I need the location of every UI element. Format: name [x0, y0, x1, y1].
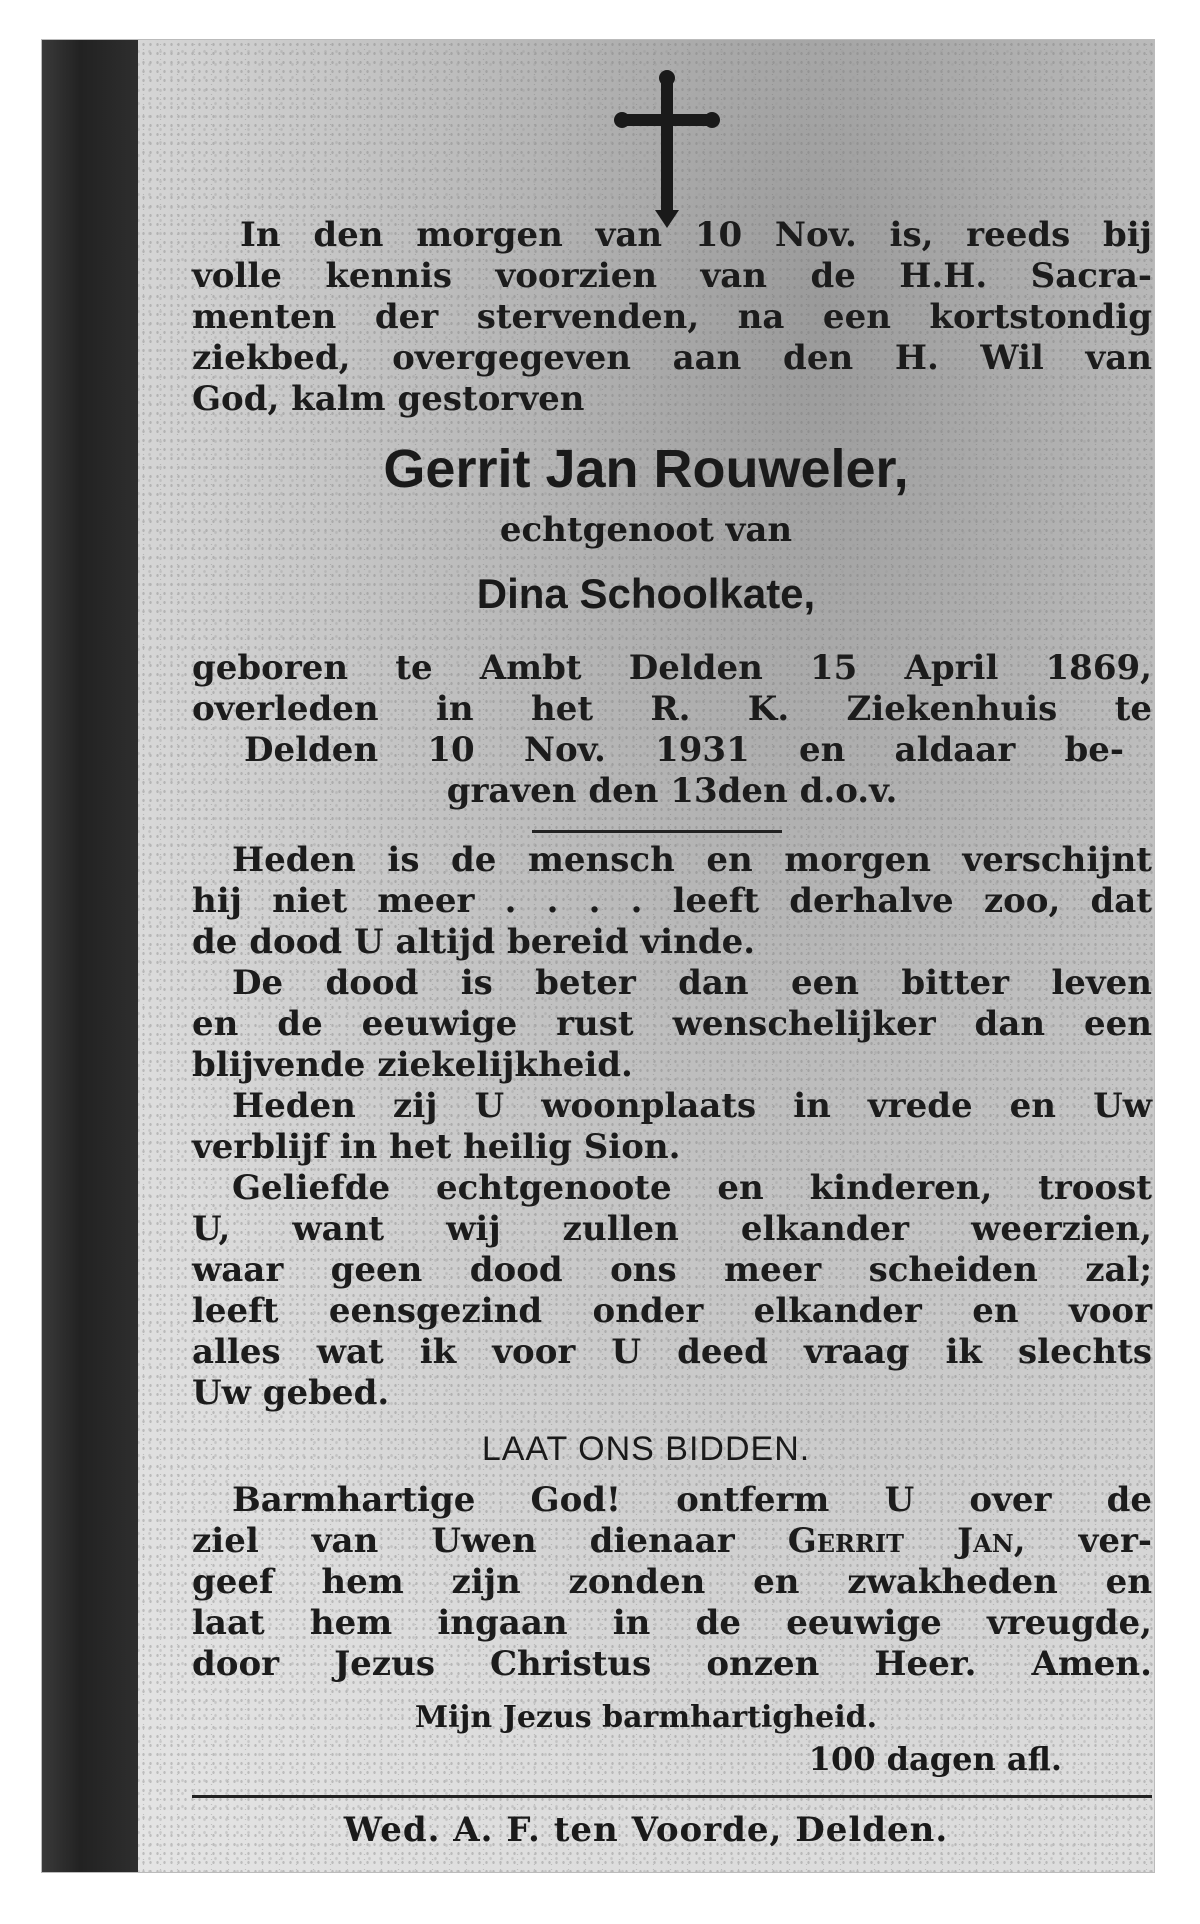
bio-line: overleden in het R. K. Ziekenhuis te: [192, 689, 1152, 729]
spouse-label: echtgenoot van: [499, 510, 793, 550]
bio-line: graven den 13den d.o.v.: [446, 771, 898, 811]
prayer-line-text: , ver-: [1013, 1521, 1152, 1561]
prayer-line: Barmhartige God! ontferm U over de: [232, 1480, 1152, 1520]
verse-line: blijvende ziekelijkheid.: [192, 1045, 633, 1085]
verse-line: U, want wij zullen elkander weerzien,: [192, 1209, 1152, 1249]
prayer-line-text: ziel van Uwen dienaar: [192, 1521, 788, 1561]
intro-line: God, kalm gestorven: [192, 379, 585, 419]
intro-line: volle kennis voorzien van de H.H. Sacra-: [192, 256, 1152, 296]
verse-line: de dood U altijd bereid vinde.: [192, 922, 756, 962]
indulgence-note: 100 dagen afl.: [808, 1740, 1062, 1778]
prayer-line: geef hem zijn zonden en zwakheden en: [192, 1562, 1152, 1602]
prayer: [192, 1480, 1152, 1685]
ejaculation: Mijn Jezus barmhartigheid.: [414, 1700, 878, 1735]
printer-imprint: Wed. A. F. ten Voorde, Delden.: [343, 1810, 949, 1850]
spouse-name: Dina Schoolkate,: [476, 570, 816, 617]
verse-line: Uw gebed.: [192, 1373, 390, 1413]
death-announcement: [192, 215, 1152, 420]
verse-line: en de eeuwige rust wenschelijker dan een: [192, 1004, 1152, 1044]
verse-line: Geliefde echtgenoote en kinderen, troost: [232, 1168, 1152, 1208]
memorial-card: [42, 40, 1154, 1872]
verse-line: leeft eensgezind onder elkander en voor: [192, 1291, 1152, 1331]
mourning-band: [42, 40, 138, 1872]
intro-line: In den morgen van 10 Nov. is, reeds bij: [240, 215, 1152, 255]
prayer-line: [192, 1521, 1152, 1562]
intro-line: ziekbed, overgegeven aan den H. Wil van: [192, 338, 1152, 378]
verse-line: waar geen dood ons meer scheiden zal;: [192, 1250, 1152, 1290]
bio-line: Delden 10 Nov. 1931 en aldaar be-: [244, 730, 1124, 770]
verse-line: verblijf in het heilig Sion.: [192, 1127, 681, 1167]
biography: [192, 648, 1152, 812]
prayer-heading: LAAT ONS BIDDEN.: [481, 1430, 811, 1468]
verse-line: De dood is beter dan een bitter leven: [232, 963, 1152, 1003]
deceased-name: Gerrit Jan Rouweler,: [383, 439, 909, 499]
divider: [532, 830, 782, 833]
verse-line: Heden zij U woonplaats in vrede en Uw: [232, 1086, 1152, 1126]
prayer-line: laat hem ingaan in de eeuwige vreugde,: [192, 1603, 1152, 1643]
bio-line: geboren te Ambt Delden 15 April 1869,: [192, 648, 1152, 688]
divider: [192, 1795, 1152, 1798]
latin-cross-icon: [612, 70, 722, 230]
verse-line: alles wat ik voor U deed vraag ik slechts: [192, 1332, 1152, 1372]
scripture-verse: [192, 840, 1152, 1414]
intro-line: menten der stervenden, na een kortstondig: [192, 297, 1152, 337]
verse-line: hij niet meer . . . . leeft derhalve zoo, dat: [192, 881, 1152, 921]
verse-line: Heden is de mensch en morgen verschijnt: [232, 840, 1152, 880]
prayer-line: door Jezus Christus onzen Heer. Amen.: [192, 1644, 1152, 1684]
deceased-name-smallcaps: Gerrit Jan: [787, 1521, 1014, 1561]
